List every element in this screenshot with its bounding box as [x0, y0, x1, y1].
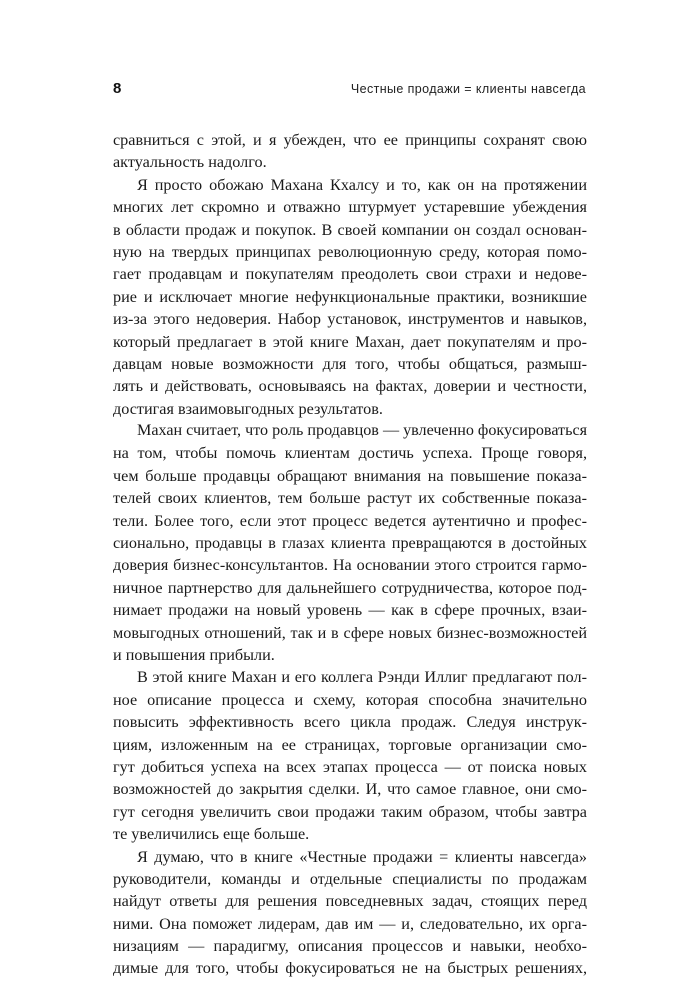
- text-line: актуальность надолго.: [113, 153, 267, 172]
- text-line: В этой книге Махан и его коллега Рэнди Иллиг предлагают пол-: [137, 668, 587, 687]
- text-line: давцам новые возможности для того, чтобы общаться, размыш-: [113, 354, 587, 373]
- running-header-title: Честные продажи = клиенты навсегда: [350, 82, 586, 96]
- text-line: лять и действовать, основываясь на фактах, доверии и честности,: [113, 377, 587, 396]
- text-line: нимает продажи на новый уровень — как в сфере прочных, взаи-: [113, 601, 587, 620]
- text-line: который предлагает в этой книге Махан, дает покупателям и про-: [113, 332, 587, 351]
- text-line: те увеличились еще больше.: [113, 825, 310, 844]
- text-line: Я думаю, что в книге «Честные продажи = клиенты навсегда»: [137, 847, 587, 866]
- text-line: ную на твердых принципах революционную среду, которая помо-: [113, 242, 587, 261]
- text-line: мовыгодных отношений, так и в сфере новых бизнес-возможностей: [113, 623, 587, 642]
- text-line: повысить эффективность всего цикла продаж. Следуя инструк-: [113, 713, 587, 732]
- text-line: Махан считает, что роль продавцов — увлеченно фокусироваться: [137, 422, 587, 440]
- text-line: и повышения прибыли.: [113, 645, 275, 664]
- paragraph: [113, 174, 587, 420]
- body-text: [113, 129, 587, 980]
- text-line: гут сегодня увеличить свои продажи таким образом, чтобы завтра: [113, 802, 587, 821]
- text-line: рие и исключает многие нефункциональные практики, возникшие: [113, 287, 587, 306]
- text-line: гут добиться успеха на всех этапах процесса — от поиска новых: [113, 757, 587, 776]
- page-number: 8: [113, 80, 122, 97]
- text-line: из-за этого недоверия. Набор установок, инструментов и навыков,: [113, 310, 587, 329]
- text-line: циям, изложенным на ее страницах, торговые организации смо-: [113, 735, 587, 754]
- text-line: сионально, продавцы в глазах клиента превращаются в достойных: [113, 534, 587, 553]
- paragraph: [113, 846, 587, 980]
- text-line: доверия бизнес-консультантов. На основании этого строится гармо-: [113, 556, 587, 575]
- text-line: в области продаж и покупок. В своей компании он создал основан-: [113, 220, 587, 239]
- text-line: Я просто обожаю Махана Кхалсу и то, как он на протяжении: [137, 175, 587, 194]
- text-line: возможностей до закрытия сделки. И, что самое главное, они смо-: [113, 780, 587, 799]
- paragraph: [113, 129, 587, 174]
- text-line: ничное партнерство для дальнейшего сотрудничества, которое под-: [113, 578, 587, 597]
- text-line: тели. Более того, если этот процесс ведется аутентично и профес-: [113, 511, 587, 530]
- text-line: димые для того, чтобы фокусироваться не на быстрых решениях,: [113, 959, 587, 978]
- text-line: ними. Она поможет лидерам, дав им — и, следовательно, их орга-: [113, 914, 587, 933]
- text-line: телей своих клиентов, тем больше растут их собственные показа-: [113, 489, 587, 508]
- text-line: найдут ответы для решения повседневных задач, стоящих перед: [113, 892, 587, 911]
- text-line: ное описание процесса и схему, которая способна значительно: [113, 690, 587, 709]
- text-line: чем больше продавцы обращают внимания на повышение показа-: [113, 466, 587, 485]
- text-line: руководители, команды и отдельные специалисты по продажам: [113, 869, 587, 888]
- text-line: гает продавцам и покупателям преодолеть свои страхи и недове-: [113, 265, 587, 284]
- text-line: сравниться с этой, и я убежден, что ее принципы сохранят свою: [113, 131, 587, 149]
- text-line: многих лет скромно и отважно штурмует устаревшие убеждения: [113, 198, 587, 217]
- text-line: низациям — парадигму, описания процессов и навыки, необхо-: [113, 937, 587, 956]
- paragraph: [113, 420, 587, 666]
- text-line: на том, чтобы помочь клиентам достичь успеха. Проще говоря,: [113, 444, 587, 463]
- text-line: достигая взаимовыгодных результатов.: [113, 399, 383, 418]
- paragraph: [113, 666, 587, 845]
